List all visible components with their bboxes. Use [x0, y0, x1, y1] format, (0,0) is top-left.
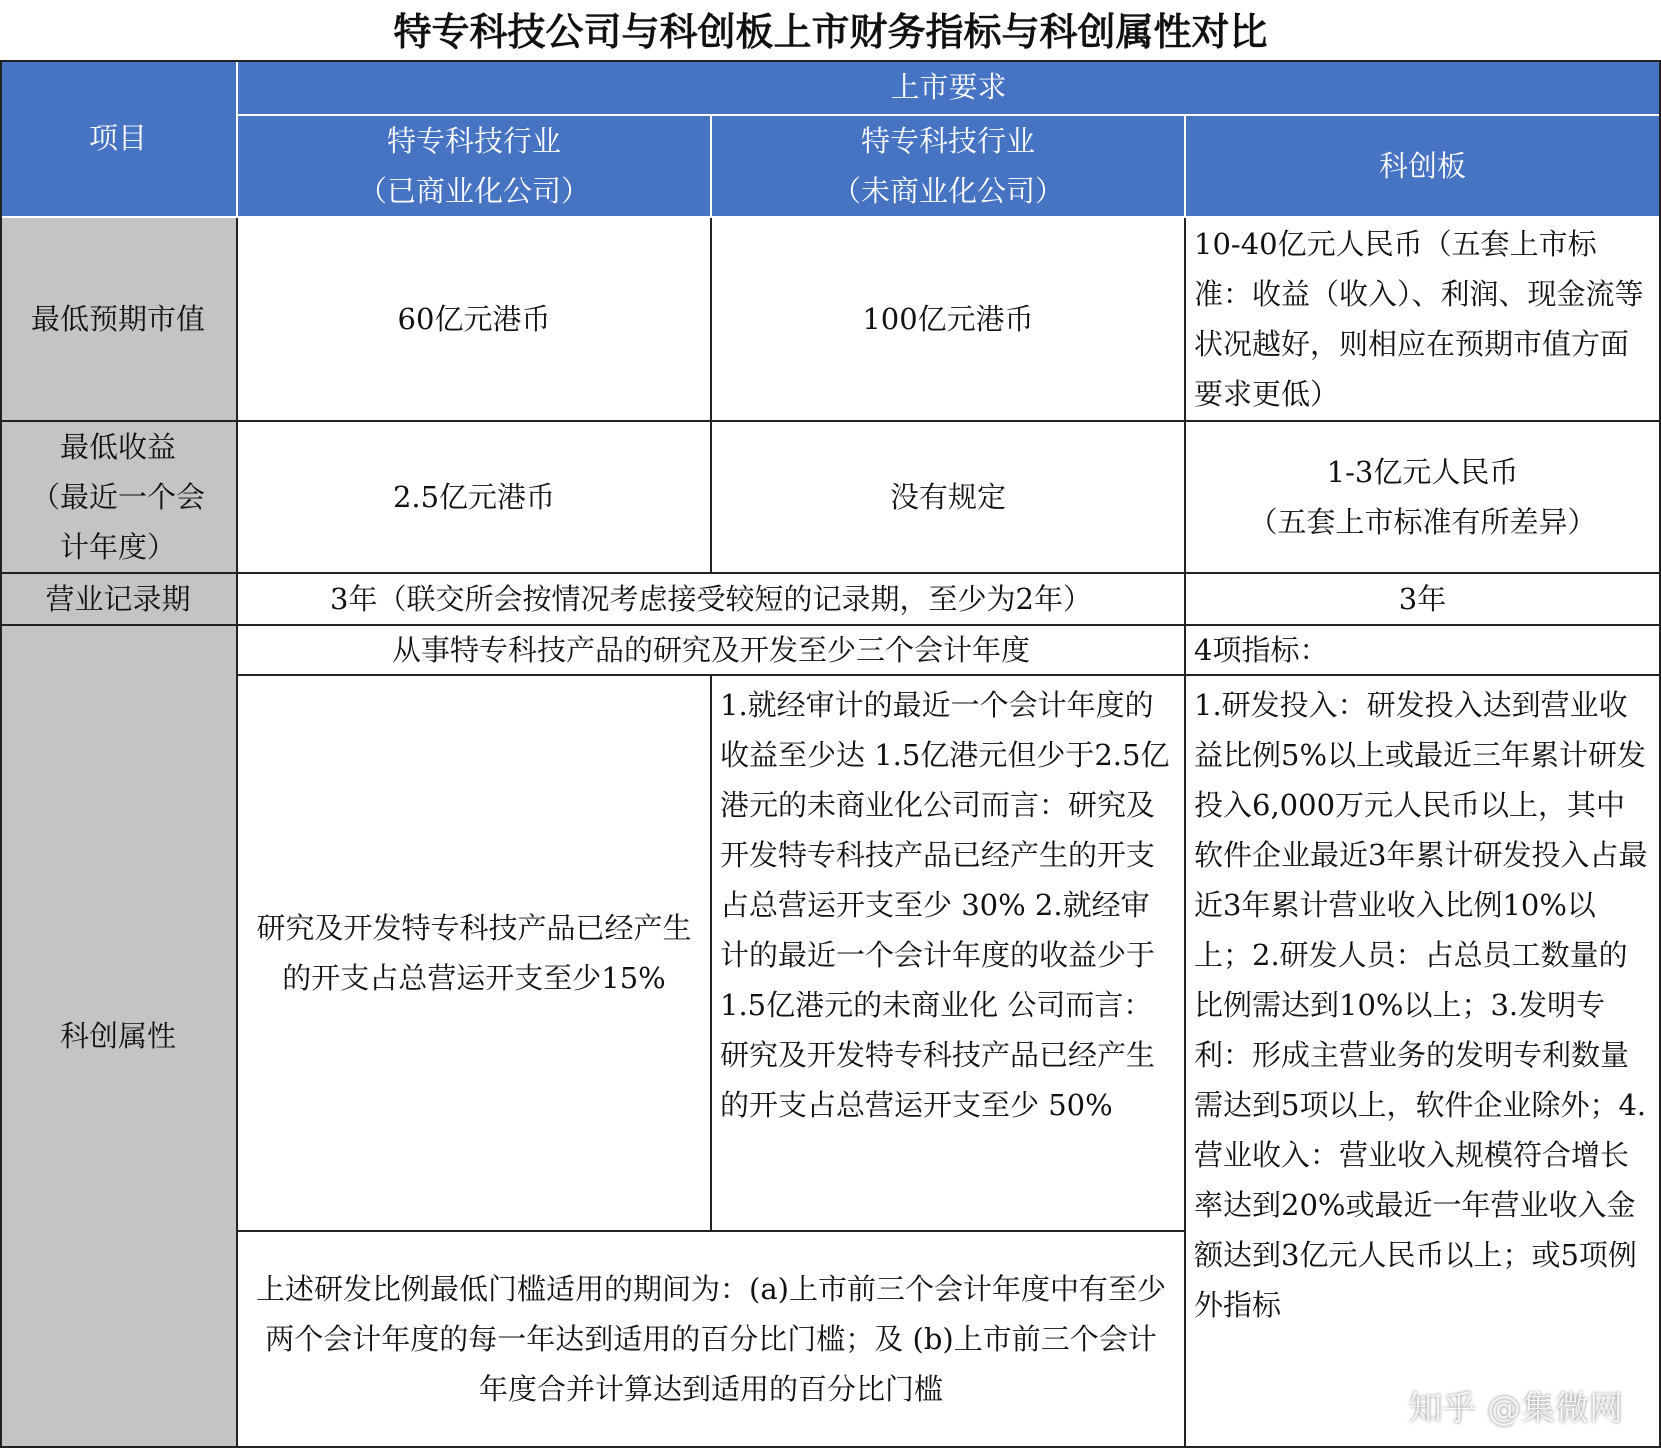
row-label-tech-attributes: 科创属性	[0, 626, 238, 1448]
revenue-star-market	[1186, 422, 1661, 574]
tech-rd-threshold-period: 上述研发比例最低门槛适用的期间为：(a)上市前三个会计年度中有至少两个会计年度的每一年达到适用的百分比门槛；及 (b)上市前三个会计年度合并计算达到适用的百分比门槛	[238, 1232, 1186, 1448]
header-col2-line1: 特专科技行业	[860, 124, 1035, 158]
header-col-commercialized	[238, 116, 712, 218]
header-col-star-market: 科创板	[1186, 116, 1661, 218]
header-item: 项目	[0, 60, 238, 218]
header-col-precommercial	[712, 116, 1186, 218]
row-label-market-cap: 最低预期市值	[0, 218, 238, 422]
revenue-precommercial: 没有规定	[712, 422, 1186, 574]
revenue-commercialized: 2.5亿元港币	[238, 422, 712, 574]
market-cap-star-market: 10-40亿元人民币（五套上市标准：收益（收入）、利润、现金流等状况越好，则相应在预期市值方面要求更低）	[1186, 218, 1661, 422]
tech-rd-period: 从事特专科技产品的研究及开发至少三个会计年度	[238, 626, 1186, 676]
track-record-star-market: 3年	[1186, 574, 1661, 626]
tech-rd-ratio-precommercial: 1.就经审计的最近一个会计年度的收益至少达 1.5亿港元但少于2.5亿港元的未商业化公司而言：研究及开发特专科技产品已经产生的开支占总营运开支至少 30% 2.就经审计的最近一个会计年度的收益少于 1.5亿港元的未商业化 公司而言：研究及开发特专科技产品已经产生的开支占总营运开支至少 50%	[712, 676, 1186, 1232]
header-listing-requirements: 上市要求	[238, 60, 1661, 116]
watermark: 知乎 @集微网	[1408, 1389, 1623, 1429]
revenue-star-line2: （五套上市标准有所差异）	[1248, 505, 1597, 539]
revenue-label-line1: 最低收益	[59, 430, 176, 464]
header-col1-line2: （已商业化公司）	[357, 174, 590, 208]
tech-rd-ratio-commercialized: 研究及开发特专科技产品已经产生的开支占总营运开支至少15%	[238, 676, 712, 1232]
market-cap-precommercial: 100亿元港币	[712, 218, 1186, 422]
revenue-label-line2: （最近一个会	[30, 480, 205, 514]
tech-star-indicators-title: 4项指标：	[1186, 626, 1661, 676]
header-col1-line1: 特专科技行业	[386, 124, 561, 158]
track-record-hk: 3年（联交所会按情况考虑接受较短的记录期，至少为2年）	[238, 574, 1186, 626]
row-label-track-record: 营业记录期	[0, 574, 238, 626]
market-cap-commercialized: 60亿元港币	[238, 218, 712, 422]
revenue-star-line1: 1-3亿元人民币	[1326, 455, 1519, 489]
page-title: 特专科技公司与科创板上市财务指标与科创属性对比	[393, 10, 1268, 54]
header-col2-line2: （未商业化公司）	[831, 174, 1064, 208]
tech-star-indicators: 1.研发投入：研发投入达到营业收益比例5%以上或最近三年累计研发投入6,000万元人民币以上，其中软件企业最近3年累计研发投入占最近3年累计营业收入比例10%以上；2.研发人员：占总员工数量的比例需达到10%以上；3.发明专利：形成主营业务的发明专利数量需达到5项以上，软件企业除外；4.营业收入：营业收入规模符合增长率达到20%或最近一年营业收入金额达到3亿元人民币以上；或5项例外指标	[1186, 676, 1661, 1448]
revenue-label-line3: 计年度）	[59, 530, 176, 564]
row-label-revenue	[0, 422, 238, 574]
